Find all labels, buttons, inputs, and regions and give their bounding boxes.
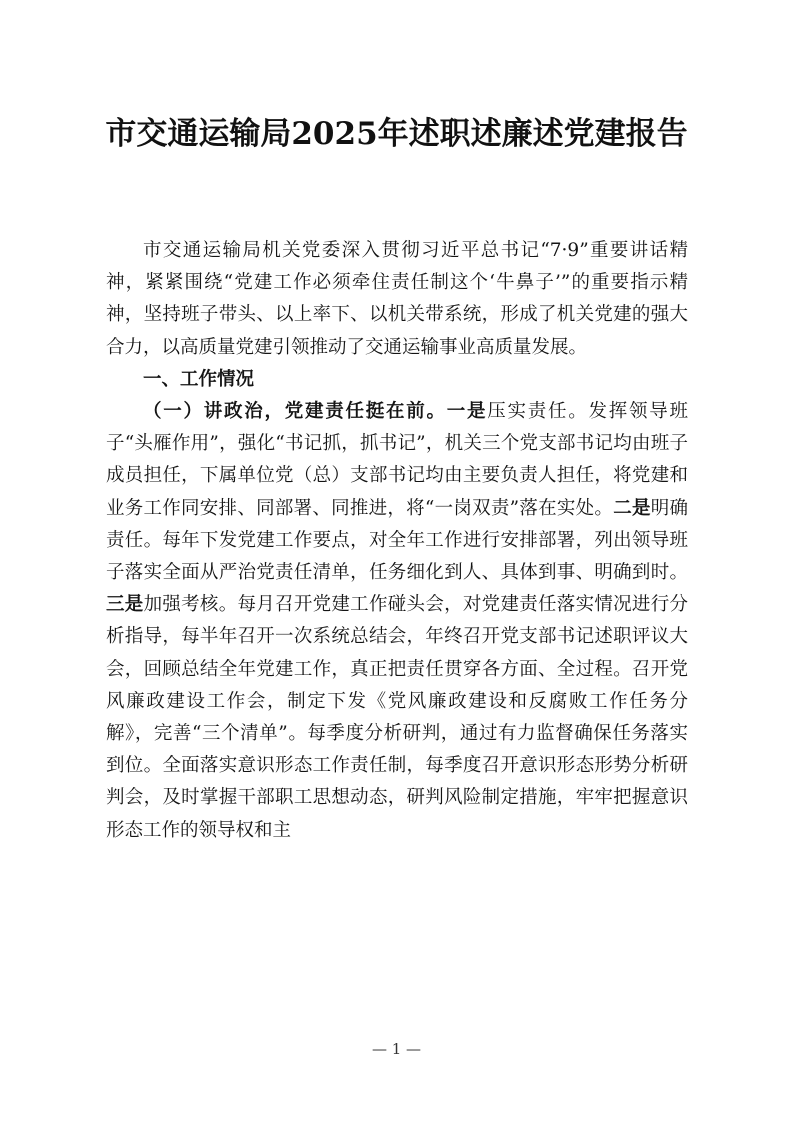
subsection-heading: （一）讲政治，党建责任挺在前。 — [143, 401, 447, 423]
point-text: 压实责任。发挥领导班子“头雁作用”，强化“书记抓，抓书记”，机关三个党支部书记均由班子成员担任，下属单位党（总）支部书记均由主要负责人担任，将党建和业务工作同安排、同部署、同推进，将“一岗双责”落在实处。 — [106, 401, 688, 519]
section-heading: 一、工作情况 — [143, 368, 255, 390]
document-body — [106, 235, 688, 847]
point-label: 一是 — [446, 401, 488, 423]
point-label: 三是 — [106, 594, 144, 616]
point-text: 加强考核。每月召开党建工作碰头会，对党建责任落实情况进行分析指导，每半年召开一次系统总结会，年终召开党支部书记述职评议大会，回顾总结全年党建工作，真正把责任贯穿各方面、全过程。召开党风廉政建设工作会，制定下发《党风廉政建设和反腐败工作任务分解》，完善“三个清单”。每季度分析研判，通过有力监督确保任务落实到位。全面落实意识形态工作责任制，每季度召开意识形态形势分析研判会，及时掌握干部职工思想动态，研判风险制定措施，牢牢把握意识形态工作的领导权和主 — [106, 594, 688, 841]
point-label: 二是 — [613, 497, 651, 519]
subsection-paragraph — [106, 396, 688, 847]
document-title: 市交通运输局2025年述职述廉述党建报告 — [105, 116, 688, 152]
point-text: 明确责任。每年下发党建工作要点，对全年工作进行安排部署，列出领导班子落实全面从严治党责任清单，任务细化到人、具体到事、明确到时。 — [106, 497, 688, 584]
intro-paragraph: 市交通运输局机关党委深入贯彻习近平总书记“7·9”重要讲话精神，紧紧围绕“党建工作必须牵住责任制这个‘牛鼻子’”的重要指示精神，坚持班子带头、以上率下、以机关带系统，形成了机关党建的强大合力，以高质量党建引领推动了交通运输事业高质量发展。 — [106, 240, 688, 358]
page-number: — 1 — — [371, 1040, 422, 1058]
